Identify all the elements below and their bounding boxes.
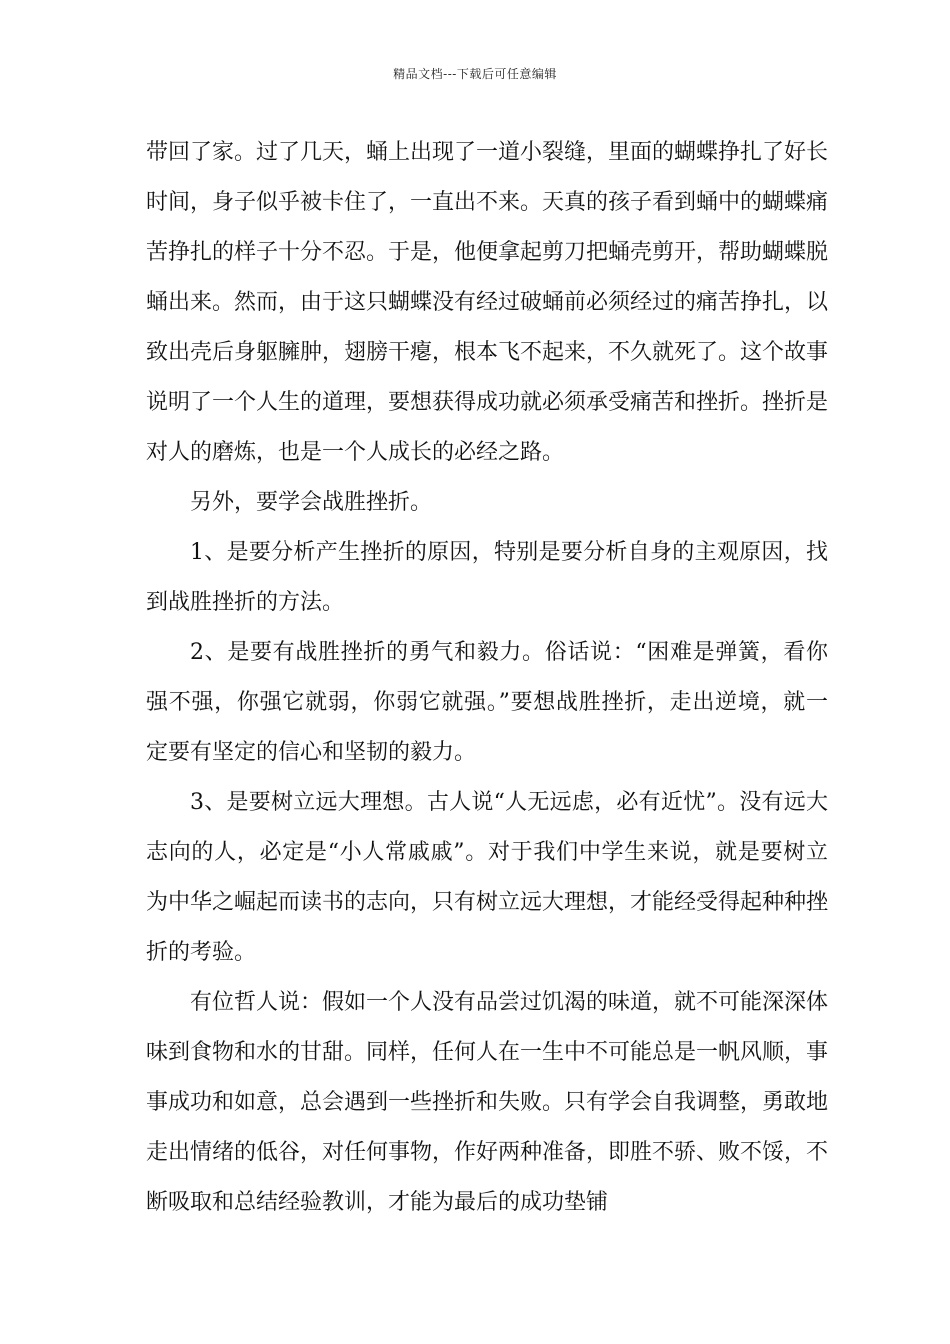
page-header: 精品文档---下载后可任意编辑 bbox=[393, 67, 557, 81]
paragraph-point-3: 3、是要树立远大理想。古人说“人无远虑，必有近忧”。没有远大志向的人，必定是“小人常戚戚”。对于我们中学生来说，就是要树立为中华之崛起而读书的志向，只有树立远大理想，才能经受得起种种挫折的考验。 bbox=[146, 790, 829, 965]
document-body bbox=[146, 128, 828, 1228]
paragraph-point-2: 2、是要有战胜挫折的勇气和毅力。俗话说：“困难是弹簧，看你强不强，你强它就弱，你弱它就强。”要想战胜挫折，走出逆境，就一定要有坚定的信心和坚韧的毅力。 bbox=[146, 640, 828, 765]
paragraph-overcome-intro: 另外，要学会战胜挫折。 bbox=[190, 490, 433, 515]
paragraph-point-1: 1、是要分析产生挫折的原因，特别是要分析自身的主观原因，找到战胜挫折的方法。 bbox=[146, 540, 828, 615]
paragraph-butterfly-story: 带回了家。过了几天，蛹上出现了一道小裂缝，里面的蝴蝶挣扎了好长时间，身子似乎被卡住了，一直出不来。天真的孩子看到蛹中的蝴蝶痛苦挣扎的样子十分不忍。于是，他便拿起剪刀把蛹壳剪开，帮助蝴蝶脱蛹出来。然而，由于这只蝴蝶没有经过破蛹前必须经过的痛苦挣扎，以致出壳后身躯臃肿，翅膀干瘪，根本飞不起来，不久就死了。这个故事说明了一个人生的道理，要想获得成功就必须承受痛苦和挫折。挫折是对人的磨炼，也是一个人成长的必经之路。 bbox=[146, 140, 829, 465]
paragraph-philosopher: 有位哲人说：假如一个人没有品尝过饥渴的味道，就不可能深深体味到食物和水的甘甜。同样，任何人在一生中不可能总是一帆风顺，事事成功和如意，总会遇到一些挫折和失败。只有学会自我调整，勇敢地走出情绪的低谷，对任何事物，作好两种准备，即胜不骄、败不馁，不断吸取和总结经验教训，才能为最后的成功垫铺 bbox=[146, 990, 829, 1215]
